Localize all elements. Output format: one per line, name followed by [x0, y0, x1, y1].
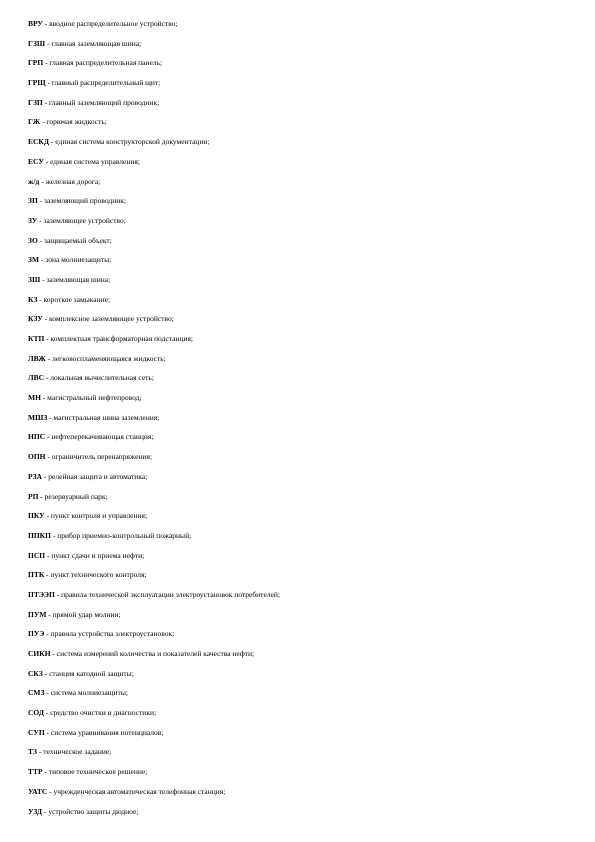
abbreviation-term: МШЗ [28, 412, 48, 422]
list-item [28, 250, 568, 270]
abbreviation-definition: - правила технической эксплуатации электроустановок потребителей; [54, 589, 280, 599]
abbreviation-definition: - магистральный нефтепровод; [40, 393, 142, 403]
list-item [28, 467, 568, 487]
abbreviation-definition: - станция катодной защиты; [42, 668, 134, 678]
abbreviation-term: ВРУ [28, 19, 43, 28]
abbreviation-term: КЗ [28, 294, 38, 304]
abbreviation-definition: - прибор приемно-контрольный пожарный; [50, 530, 192, 540]
abbreviation-definition: - устройство защиты дюдное; [42, 806, 139, 816]
abbreviation-term: КТП [28, 334, 45, 343]
list-item [28, 270, 568, 290]
abbreviation-definition: - пункт технического контроля; [44, 570, 147, 580]
list-item [28, 723, 568, 743]
list-item [28, 802, 568, 822]
list-item [28, 565, 568, 585]
abbreviation-definition: - локальная вычислительная сеть; [44, 373, 154, 383]
abbreviation-definition: - ограничитель перенапряжения; [45, 452, 152, 462]
list-item [28, 742, 568, 762]
abbreviation-definition: - горючая жидкость; [40, 117, 107, 127]
abbreviation-term: ПУМ [28, 609, 47, 619]
abbreviation-definition: - пункт контроля и управления; [44, 511, 148, 521]
abbreviation-definition: - комплектная трансформаторная подстанция; [44, 334, 193, 343]
list-item [28, 605, 568, 625]
abbreviation-term: ЕСУ [28, 156, 44, 166]
abbreviation-definition: - защищаемый объект; [37, 235, 112, 245]
list-item [28, 112, 568, 132]
list-item [28, 447, 568, 467]
abbreviation-term: МН [28, 393, 41, 403]
abbreviation-term: ЗУ [28, 215, 38, 225]
abbreviation-term: СМЗ [28, 688, 45, 698]
abbreviation-term: ЗМ [28, 255, 40, 265]
abbreviation-term: ППКП [28, 530, 51, 540]
abbreviation-term: ПКУ [28, 511, 45, 521]
list-item [28, 546, 568, 566]
abbreviation-definition: - заземляющее устройство; [37, 215, 126, 225]
abbreviation-definition: - магистральная шина заземления; [47, 412, 160, 422]
abbreviation-term: ЕСКД [28, 137, 50, 147]
abbreviation-term: УАТС [28, 786, 48, 796]
list-item [28, 703, 568, 723]
abbreviation-term: ПСП [28, 550, 46, 560]
abbreviation-definition: - средство очистки и диагностики; [44, 708, 157, 718]
abbreviation-definition: - железная дорога; [39, 176, 101, 186]
abbreviation-term: СКЗ [28, 668, 43, 678]
abbreviation-definition: - единая система конструкторской документации; [49, 137, 210, 147]
abbreviation-definition: - пункт сдачи и приема нефти; [45, 550, 145, 560]
abbreviation-list [28, 14, 568, 821]
list-item [28, 782, 568, 802]
abbreviation-term: ж/д [28, 176, 40, 186]
list-item [28, 14, 568, 34]
abbreviation-term: ТЗ [28, 747, 37, 757]
abbreviation-term: ГЗШ [28, 38, 46, 48]
abbreviation-definition: - главная распределительная панель; [43, 58, 163, 68]
abbreviation-definition: - нефтеперекачивающая станция; [45, 432, 154, 442]
abbreviation-term: ПТК [28, 570, 45, 580]
list-item [28, 427, 568, 447]
abbreviation-definition: - типовое техническое решение; [42, 767, 148, 777]
abbreviation-term: ПУЭ [28, 629, 45, 639]
list-item [28, 132, 568, 152]
list-item [28, 73, 568, 93]
abbreviation-definition: - заземляющий проводник; [37, 196, 126, 206]
list-item [28, 290, 568, 310]
abbreviation-definition: - единая система управления; [43, 156, 140, 166]
abbreviation-term: ТТР [28, 767, 43, 777]
abbreviation-term: ГЗП [28, 97, 43, 107]
abbreviation-term: НПС [28, 432, 46, 442]
list-item [28, 53, 568, 73]
list-item [28, 683, 568, 703]
list-item [28, 388, 568, 408]
list-item [28, 585, 568, 605]
abbreviation-definition: - техническое задание; [36, 747, 112, 757]
abbreviation-term: ЗО [28, 235, 38, 245]
list-item [28, 644, 568, 664]
abbreviation-term: ПТЭЭП [28, 589, 55, 599]
abbreviation-term: ЛВЖ [28, 353, 46, 363]
abbreviation-definition: - комплексное заземляющее устройство; [42, 314, 174, 324]
abbreviation-term: СОД [28, 708, 45, 718]
abbreviation-term: ЗП [28, 196, 38, 206]
list-item [28, 211, 568, 231]
list-item [28, 34, 568, 54]
abbreviation-definition: - заземляющая шина; [40, 274, 111, 284]
list-item [28, 624, 568, 644]
abbreviation-definition: - зона молниезащиты; [39, 255, 112, 265]
abbreviation-term: ГЖ [28, 117, 41, 127]
abbreviation-term: ОПН [28, 452, 46, 462]
abbreviation-definition: - правила устройства электроустановок; [44, 629, 175, 639]
list-item [28, 526, 568, 546]
list-item [28, 309, 568, 329]
abbreviation-term: РЗА [28, 471, 43, 481]
list-item [28, 506, 568, 526]
list-item [28, 368, 568, 388]
list-item [28, 93, 568, 113]
abbreviation-definition: - резервуарный парк; [38, 491, 108, 501]
abbreviation-definition: - вводное распределительное устройство; [42, 19, 178, 28]
list-item [28, 487, 568, 507]
abbreviation-definition: - система измерений количества и показателей качества нефти; [50, 649, 255, 658]
abbreviation-definition: - короткое замыкание; [37, 294, 111, 304]
abbreviation-definition: - прямой удар молнии; [46, 609, 121, 619]
abbreviation-term: РП [28, 491, 39, 501]
list-item [28, 762, 568, 782]
list-item [28, 349, 568, 369]
abbreviation-definition: - главный заземляющий проводник; [42, 97, 160, 107]
abbreviation-definition: - легковоспламеняющаяся жидкость; [45, 353, 166, 363]
list-item [28, 231, 568, 251]
abbreviation-definition: - система молниезащиты; [44, 688, 128, 698]
list-item [28, 152, 568, 172]
abbreviation-term: ЗШ [28, 274, 41, 284]
abbreviation-term: ГРЩ [28, 78, 46, 88]
abbreviation-term: СУП [28, 727, 45, 737]
abbreviation-definition: - главная заземляющая шина; [45, 38, 142, 48]
abbreviation-term: СИКН [28, 649, 51, 658]
list-item [28, 172, 568, 192]
list-item [28, 191, 568, 211]
list-item [28, 408, 568, 428]
list-item [28, 329, 568, 349]
abbreviation-term: УЗД [28, 806, 43, 816]
abbreviation-term: ЛВС [28, 373, 45, 383]
abbreviation-term: ГРП [28, 58, 44, 68]
abbreviation-definition: - система уравнивания потенциалов; [44, 727, 164, 737]
list-item [28, 664, 568, 684]
abbreviation-definition: - учрежденческая автоматическая телефонная станция; [47, 786, 226, 796]
abbreviation-term: КЗУ [28, 314, 43, 324]
abbreviation-definition: - релейная защита и автоматика; [42, 471, 148, 481]
abbreviation-definition: - главный распределительный щит; [45, 78, 161, 88]
